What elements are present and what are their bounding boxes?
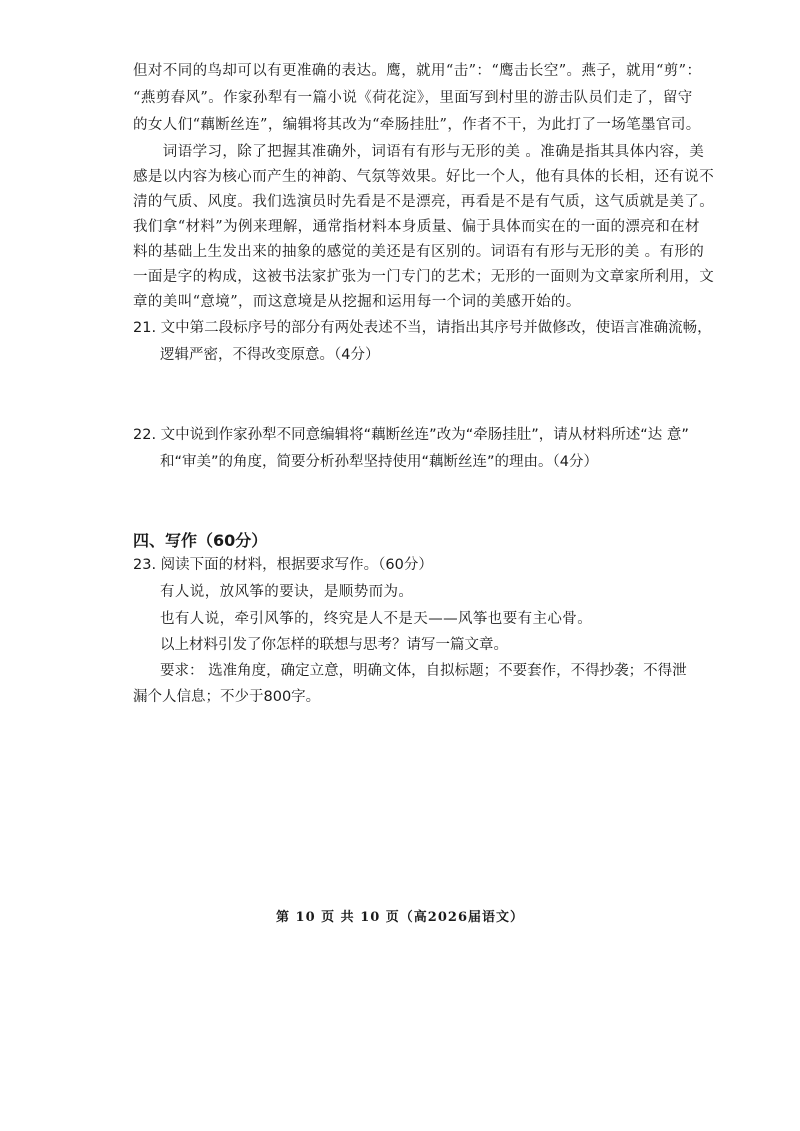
passage-line-8: 料的基础上生发出来的抽象的感觉的美还是有区别的。词语有有形与无形的美 。有形的 [133,244,705,260]
question-21-line-1: 21. 文中第二段标序号的部分有两处表述不当，请指出其序号并做修改，使语言准确流畅， [133,320,712,336]
question-23-intro: 23. 阅读下面的材料，根据要求写作。（60分） [133,557,433,573]
page-footer: 第 10 页 共 10 页（高2026届语文） [276,910,524,925]
writing-requirements-line-2: 漏个人信息；不少于800字。 [133,689,321,705]
section-title-writing: 四、写作（60分） [133,531,268,550]
question-21-line-2: 逻辑严密，不得改变原意。（4分） [160,347,380,363]
passage-line-7: 我们拿“材料”为例来理解，通常指材料本身质量、偏于具体而实在的一面的漂亮和在材 [133,219,700,235]
passage-line-3: 的女人们“藕断丝连”，编辑将其改为“牵肠挂肚”，作者不干，为此打了一场笔墨官司。 [133,117,701,133]
writing-requirements-line-1: 要求： 选准角度，确定立意，明确文体，自拟标题；不要套作，不得抄袭；不得泄 [160,663,687,679]
passage-line-10: 章的美叫“意境”，而这意境是从挖掘和运用每一个词的美感开始的。 [133,294,581,310]
passage-line-6: 清的气质、风度。我们选演员时先看是不是漂亮，再看是不是有气质，这气质就是美了。 [133,194,715,210]
passage-line-9: 一面是字的构成，这被书法家扩张为一门专门的艺术；无形的一面则为文章家所利用，文 [133,269,715,285]
question-22-line-1: 22. 文中说到作家孙犁不同意编辑将“藕断丝连”改为“牵肠挂肚”，请从材料所述“达 意” [133,427,689,443]
question-22-line-2: 和“审美”的角度，简要分析孙犁坚持使用“藕断丝连”的理由。（4分） [160,454,599,470]
passage-line-4: 词语学习，除了把握其准确外，词语有有形与无形的美 。准确是指其具体内容，美 [133,144,705,160]
writing-prompt: 以上材料引发了你怎样的联想与思考？请写一篇文章。 [160,637,508,653]
passage-line-1: 但对不同的鸟却可以有更准确的表达。鹰，就用“击”：“鹰击长空”。燕子，就用“剪”： [133,63,702,79]
material-line-2: 也有人说，牵引风筝的，终究是人不是天——风筝也要有主心骨。 [160,611,593,627]
passage-line-5: 感是以内容为核心而产生的神韵、气氛等效果。好比一个人，他有具体的长相，还有说不 [133,169,715,185]
material-line-1: 有人说，放风筝的要诀，是顺势而为。 [160,584,414,600]
passage-line-2: “燕剪春风”。作家孙犁有一篇小说《荷花淀》，里面写到村里的游击队员们走了，留守 [133,90,693,106]
